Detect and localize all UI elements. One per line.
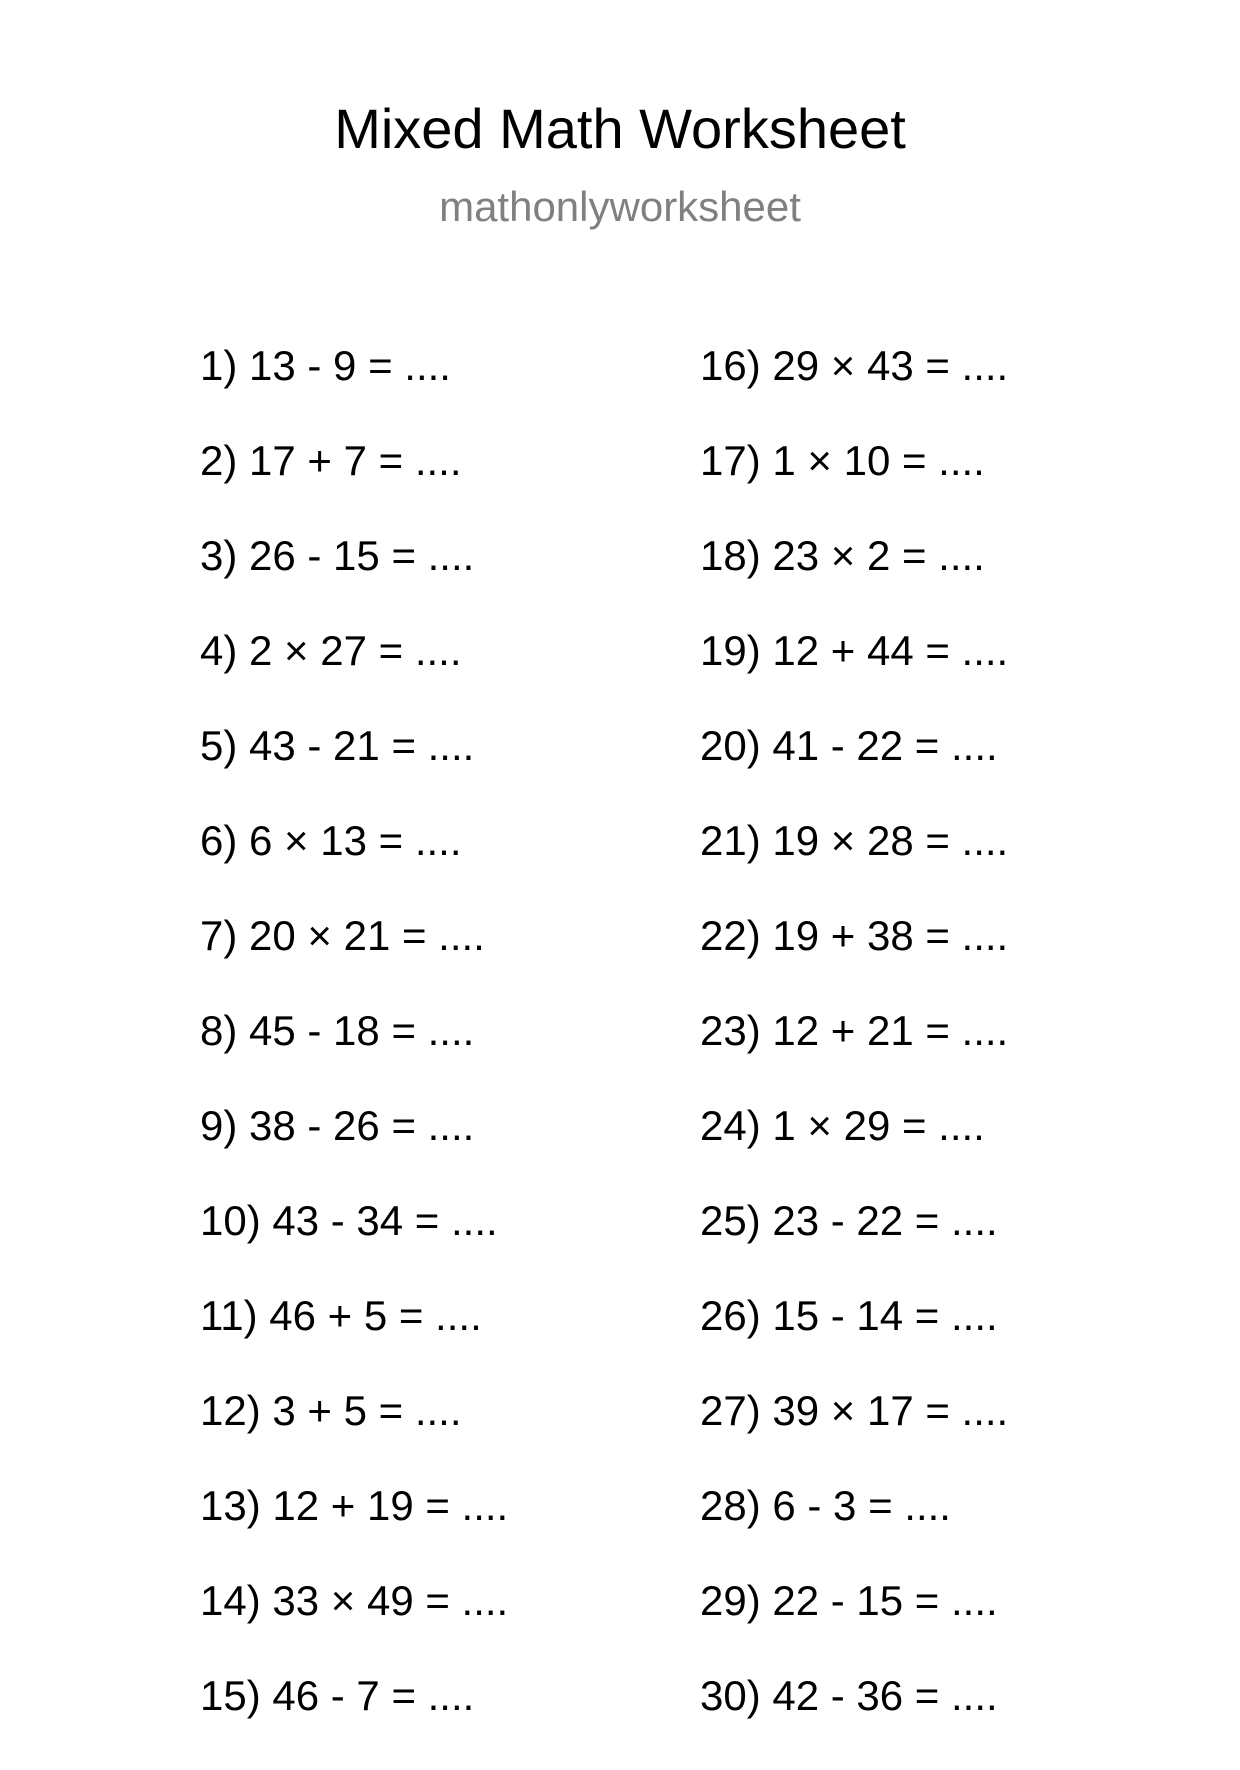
problem-6: 6) 6 × 13 = ....	[200, 817, 462, 864]
problem-16: 16) 29 × 43 = ....	[700, 342, 1009, 389]
problem-4: 4) 2 × 27 = ....	[200, 627, 462, 674]
problem-10: 10) 43 - 34 = ....	[200, 1197, 498, 1244]
problem-18: 18) 23 × 2 = ....	[700, 532, 985, 579]
problem-8: 8) 45 - 18 = ....	[200, 1007, 475, 1054]
problem-19: 19) 12 + 44 = ....	[700, 627, 1009, 674]
problem-13: 13) 12 + 19 = ....	[200, 1482, 509, 1529]
problem-7: 7) 20 × 21 = ....	[200, 912, 485, 959]
problem-17: 17) 1 × 10 = ....	[700, 437, 985, 484]
problem-column-right	[700, 342, 1009, 1770]
page-subtitle: mathonlyworksheet	[439, 183, 801, 230]
problem-25: 25) 23 - 22 = ....	[700, 1197, 998, 1244]
problem-30: 30) 42 - 36 = ....	[700, 1672, 998, 1719]
problem-29: 29) 22 - 15 = ....	[700, 1577, 998, 1624]
problem-21: 21) 19 × 28 = ....	[700, 817, 1009, 864]
problem-3: 3) 26 - 15 = ....	[200, 532, 475, 579]
problem-1: 1) 13 - 9 = ....	[200, 342, 451, 389]
problem-28: 28) 6 - 3 = ....	[700, 1482, 951, 1529]
problem-5: 5) 43 - 21 = ....	[200, 722, 475, 769]
problem-15: 15) 46 - 7 = ....	[200, 1672, 475, 1719]
problem-23: 23) 12 + 21 = ....	[700, 1007, 1009, 1054]
problem-27: 27) 39 × 17 = ....	[700, 1387, 1009, 1434]
problem-11: 11) 46 + 5 = ....	[200, 1292, 482, 1339]
page-title: Mixed Math Worksheet	[334, 97, 906, 160]
problem-12: 12) 3 + 5 = ....	[200, 1387, 462, 1434]
problem-22: 22) 19 + 38 = ....	[700, 912, 1009, 959]
problem-24: 24) 1 × 29 = ....	[700, 1102, 985, 1149]
problem-14: 14) 33 × 49 = ....	[200, 1577, 509, 1624]
problem-26: 26) 15 - 14 = ....	[700, 1292, 998, 1339]
problem-9: 9) 38 - 26 = ....	[200, 1102, 475, 1149]
problem-20: 20) 41 - 22 = ....	[700, 722, 998, 769]
problem-column-left	[200, 342, 509, 1770]
problem-2: 2) 17 + 7 = ....	[200, 437, 462, 484]
